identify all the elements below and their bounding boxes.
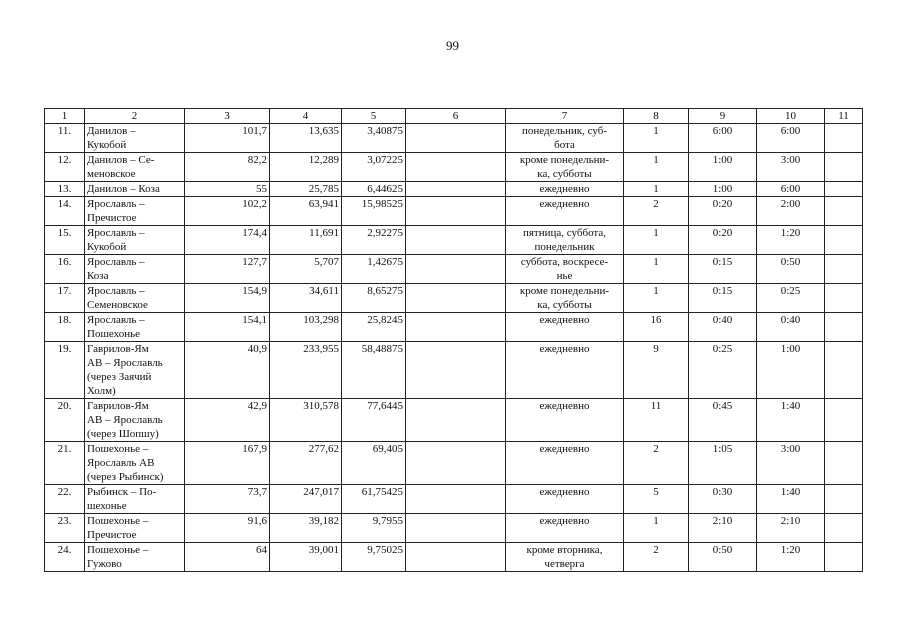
passenger-count-cell: 12,289 bbox=[270, 153, 342, 182]
route-name-line: Гаврилов-Ям bbox=[87, 343, 149, 355]
time-cell: 2:10 bbox=[757, 514, 825, 543]
header-row bbox=[45, 109, 863, 124]
time-cell: 0:50 bbox=[689, 543, 757, 572]
table-row bbox=[45, 255, 863, 284]
passenger-count-cell: 247,017 bbox=[270, 485, 342, 514]
route-name-line: меновское bbox=[87, 168, 136, 180]
empty-cell bbox=[406, 226, 506, 255]
route-name bbox=[85, 514, 185, 543]
row-number: 12. bbox=[45, 153, 85, 182]
operating-days-cell-line: ежедневно bbox=[539, 314, 590, 326]
operating-days-cell bbox=[506, 182, 624, 197]
operating-days-cell bbox=[506, 197, 624, 226]
route-name-line: Ярославль – bbox=[87, 314, 145, 326]
column-header: 3 bbox=[185, 109, 270, 124]
distance-cell: 167,9 bbox=[185, 442, 270, 485]
route-name-line: Данилов – bbox=[87, 125, 136, 137]
empty-cell bbox=[825, 313, 863, 342]
row-number: 24. bbox=[45, 543, 85, 572]
trips-cell: 2 bbox=[624, 197, 689, 226]
empty-cell bbox=[406, 197, 506, 226]
route-name-line: Пошехонье – bbox=[87, 443, 149, 455]
operating-days-cell-line: кроме вторника, bbox=[526, 544, 603, 556]
route-name-line: АВ – Ярославль bbox=[87, 357, 163, 369]
operating-days-cell bbox=[506, 485, 624, 514]
passenger-count-cell: 39,001 bbox=[270, 543, 342, 572]
route-name-line: Данилов – Се- bbox=[87, 154, 155, 166]
trips-cell: 1 bbox=[624, 124, 689, 153]
column-header: 1 bbox=[45, 109, 85, 124]
route-name bbox=[85, 284, 185, 313]
time-cell: 0:40 bbox=[689, 313, 757, 342]
passenger-count-cell: 5,707 bbox=[270, 255, 342, 284]
empty-cell bbox=[406, 313, 506, 342]
route-name bbox=[85, 226, 185, 255]
empty-cell bbox=[825, 284, 863, 313]
route-name-line: Коза bbox=[87, 270, 109, 282]
column-header: 11 bbox=[825, 109, 863, 124]
operating-days-cell-line: кроме понедельни- bbox=[519, 154, 610, 166]
table-row bbox=[45, 284, 863, 313]
time-cell: 0:30 bbox=[689, 485, 757, 514]
route-name-line: Гаврилов-Ям bbox=[87, 400, 149, 412]
empty-cell bbox=[825, 182, 863, 197]
table-row bbox=[45, 514, 863, 543]
operating-days-cell bbox=[506, 442, 624, 485]
empty-cell bbox=[825, 153, 863, 182]
operating-days-cell bbox=[506, 226, 624, 255]
empty-cell bbox=[825, 543, 863, 572]
operating-days-cell bbox=[506, 153, 624, 182]
table-row bbox=[45, 197, 863, 226]
route-name-line: Ярославль – bbox=[87, 285, 145, 297]
time-cell: 1:20 bbox=[757, 226, 825, 255]
row-number: 18. bbox=[45, 313, 85, 342]
trips-cell: 1 bbox=[624, 226, 689, 255]
time-cell: 1:00 bbox=[689, 182, 757, 197]
share-cell: 3,40875 bbox=[342, 124, 406, 153]
route-name-line: Гужово bbox=[87, 558, 122, 570]
route-name bbox=[85, 197, 185, 226]
route-name bbox=[85, 342, 185, 399]
row-number: 20. bbox=[45, 399, 85, 442]
trips-cell: 11 bbox=[624, 399, 689, 442]
share-cell: 6,44625 bbox=[342, 182, 406, 197]
trips-cell: 1 bbox=[624, 514, 689, 543]
route-name bbox=[85, 399, 185, 442]
time-cell: 1:00 bbox=[757, 342, 825, 399]
passenger-count-cell: 13,635 bbox=[270, 124, 342, 153]
route-name-line: (через Рыбинск) bbox=[87, 471, 164, 483]
operating-days-cell-line: ежедневно bbox=[539, 515, 590, 527]
operating-days-cell-line: ежедневно bbox=[539, 183, 590, 195]
share-cell: 77,6445 bbox=[342, 399, 406, 442]
operating-days-cell bbox=[506, 124, 624, 153]
column-header: 10 bbox=[757, 109, 825, 124]
operating-days-cell bbox=[506, 514, 624, 543]
distance-cell: 102,2 bbox=[185, 197, 270, 226]
passenger-count-cell: 25,785 bbox=[270, 182, 342, 197]
empty-cell bbox=[825, 197, 863, 226]
time-cell: 1:40 bbox=[757, 399, 825, 442]
route-name bbox=[85, 485, 185, 514]
column-header: 5 bbox=[342, 109, 406, 124]
route-name-line: Кукобой bbox=[87, 139, 127, 151]
route-name-line: Ярославль – bbox=[87, 227, 145, 239]
table-row bbox=[45, 313, 863, 342]
empty-cell bbox=[825, 124, 863, 153]
trips-cell: 2 bbox=[624, 442, 689, 485]
row-number: 17. bbox=[45, 284, 85, 313]
table-row bbox=[45, 342, 863, 399]
time-cell: 0:20 bbox=[689, 226, 757, 255]
empty-cell bbox=[825, 399, 863, 442]
time-cell: 6:00 bbox=[757, 182, 825, 197]
empty-cell bbox=[406, 442, 506, 485]
time-cell: 6:00 bbox=[689, 124, 757, 153]
empty-cell bbox=[825, 442, 863, 485]
operating-days-cell-line: ежедневно bbox=[539, 443, 590, 455]
time-cell: 3:00 bbox=[757, 153, 825, 182]
row-number: 19. bbox=[45, 342, 85, 399]
column-header: 7 bbox=[506, 109, 624, 124]
operating-days-cell bbox=[506, 399, 624, 442]
time-cell: 0:15 bbox=[689, 255, 757, 284]
operating-days-cell-line: четверга bbox=[544, 558, 585, 570]
row-number: 16. bbox=[45, 255, 85, 284]
route-name bbox=[85, 182, 185, 197]
route-name-line: (через Шопшу) bbox=[87, 428, 159, 440]
route-name bbox=[85, 255, 185, 284]
column-header: 4 bbox=[270, 109, 342, 124]
operating-days-cell-line: понедельник bbox=[534, 241, 595, 253]
passenger-count-cell: 39,182 bbox=[270, 514, 342, 543]
trips-cell: 16 bbox=[624, 313, 689, 342]
table-row bbox=[45, 399, 863, 442]
distance-cell: 154,1 bbox=[185, 313, 270, 342]
route-name bbox=[85, 543, 185, 572]
route-name-line: Рыбинск – По- bbox=[87, 486, 157, 498]
table-row bbox=[45, 442, 863, 485]
time-cell: 2:00 bbox=[757, 197, 825, 226]
empty-cell bbox=[406, 399, 506, 442]
route-name bbox=[85, 153, 185, 182]
route-name bbox=[85, 313, 185, 342]
empty-cell bbox=[406, 124, 506, 153]
column-header: 6 bbox=[406, 109, 506, 124]
operating-days-cell-line: ка, субботы bbox=[537, 168, 592, 180]
time-cell: 0:45 bbox=[689, 399, 757, 442]
distance-cell: 40,9 bbox=[185, 342, 270, 399]
operating-days-cell-line: ежедневно bbox=[539, 486, 590, 498]
distance-cell: 127,7 bbox=[185, 255, 270, 284]
empty-cell bbox=[406, 255, 506, 284]
table-row bbox=[45, 226, 863, 255]
empty-cell bbox=[825, 514, 863, 543]
row-number: 21. bbox=[45, 442, 85, 485]
empty-cell bbox=[825, 342, 863, 399]
column-header: 8 bbox=[624, 109, 689, 124]
empty-cell bbox=[406, 543, 506, 572]
trips-cell: 1 bbox=[624, 153, 689, 182]
trips-cell: 1 bbox=[624, 284, 689, 313]
time-cell: 0:50 bbox=[757, 255, 825, 284]
route-name-line: Пошехонье bbox=[87, 328, 141, 340]
share-cell: 25,8245 bbox=[342, 313, 406, 342]
route-name-line: шехонье bbox=[87, 500, 127, 512]
route-schedule-table bbox=[44, 108, 863, 572]
time-cell: 1:05 bbox=[689, 442, 757, 485]
time-cell: 2:10 bbox=[689, 514, 757, 543]
passenger-count-cell: 63,941 bbox=[270, 197, 342, 226]
route-name-line: Данилов – Коза bbox=[87, 183, 160, 195]
operating-days-cell-line: ежедневно bbox=[539, 400, 590, 412]
route-name-line: Ярославль АВ bbox=[87, 457, 155, 469]
distance-cell: 64 bbox=[185, 543, 270, 572]
share-cell: 61,75425 bbox=[342, 485, 406, 514]
distance-cell: 154,9 bbox=[185, 284, 270, 313]
column-header: 9 bbox=[689, 109, 757, 124]
time-cell: 6:00 bbox=[757, 124, 825, 153]
share-cell: 8,65275 bbox=[342, 284, 406, 313]
distance-cell: 82,2 bbox=[185, 153, 270, 182]
operating-days-cell bbox=[506, 313, 624, 342]
route-name-line: Холм) bbox=[87, 385, 116, 397]
row-number: 22. bbox=[45, 485, 85, 514]
route-name-line: Ярославль – bbox=[87, 256, 145, 268]
empty-cell bbox=[406, 342, 506, 399]
operating-days-cell-line: кроме понедельни- bbox=[519, 285, 610, 297]
table-row bbox=[45, 543, 863, 572]
passenger-count-cell: 233,955 bbox=[270, 342, 342, 399]
trips-cell: 1 bbox=[624, 182, 689, 197]
route-name-line: Пошехонье – bbox=[87, 515, 149, 527]
trips-cell: 1 bbox=[624, 255, 689, 284]
time-cell: 0:20 bbox=[689, 197, 757, 226]
operating-days-cell-line: нье bbox=[556, 270, 573, 282]
operating-days-cell-line: ежедневно bbox=[539, 343, 590, 355]
route-name-line: АВ – Ярославль bbox=[87, 414, 163, 426]
route-name bbox=[85, 442, 185, 485]
share-cell: 58,48875 bbox=[342, 342, 406, 399]
operating-days-cell bbox=[506, 284, 624, 313]
trips-cell: 9 bbox=[624, 342, 689, 399]
passenger-count-cell: 11,691 bbox=[270, 226, 342, 255]
column-header: 2 bbox=[85, 109, 185, 124]
empty-cell bbox=[406, 182, 506, 197]
distance-cell: 55 bbox=[185, 182, 270, 197]
passenger-count-cell: 277,62 bbox=[270, 442, 342, 485]
operating-days-cell bbox=[506, 342, 624, 399]
time-cell: 0:40 bbox=[757, 313, 825, 342]
operating-days-cell-line: понедельник, суб- bbox=[522, 125, 607, 137]
share-cell: 9,75025 bbox=[342, 543, 406, 572]
empty-cell bbox=[825, 485, 863, 514]
operating-days-cell bbox=[506, 255, 624, 284]
route-name-line: Ярославль – bbox=[87, 198, 145, 210]
row-number: 13. bbox=[45, 182, 85, 197]
row-number: 14. bbox=[45, 197, 85, 226]
trips-cell: 5 bbox=[624, 485, 689, 514]
time-cell: 0:25 bbox=[757, 284, 825, 313]
table-row bbox=[45, 124, 863, 153]
empty-cell bbox=[825, 226, 863, 255]
route-name-line: Пречистое bbox=[87, 529, 137, 541]
share-cell: 3,07225 bbox=[342, 153, 406, 182]
operating-days-cell-line: бота bbox=[554, 139, 575, 151]
row-number: 15. bbox=[45, 226, 85, 255]
table-row bbox=[45, 182, 863, 197]
share-cell: 9,7955 bbox=[342, 514, 406, 543]
share-cell: 15,98525 bbox=[342, 197, 406, 226]
empty-cell bbox=[825, 255, 863, 284]
trips-cell: 2 bbox=[624, 543, 689, 572]
time-cell: 3:00 bbox=[757, 442, 825, 485]
distance-cell: 73,7 bbox=[185, 485, 270, 514]
row-number: 23. bbox=[45, 514, 85, 543]
time-cell: 0:15 bbox=[689, 284, 757, 313]
share-cell: 69,405 bbox=[342, 442, 406, 485]
table-row bbox=[45, 485, 863, 514]
row-number: 11. bbox=[45, 124, 85, 153]
time-cell: 0:25 bbox=[689, 342, 757, 399]
operating-days-cell-line: суббота, воскресе- bbox=[520, 256, 609, 268]
time-cell: 1:40 bbox=[757, 485, 825, 514]
route-name-line: Семеновское bbox=[87, 299, 148, 311]
time-cell: 1:20 bbox=[757, 543, 825, 572]
empty-cell bbox=[406, 153, 506, 182]
time-cell: 1:00 bbox=[689, 153, 757, 182]
operating-days-cell-line: пятница, суббота, bbox=[522, 227, 606, 239]
route-name-line: Пошехонье – bbox=[87, 544, 149, 556]
distance-cell: 101,7 bbox=[185, 124, 270, 153]
share-cell: 2,92275 bbox=[342, 226, 406, 255]
distance-cell: 91,6 bbox=[185, 514, 270, 543]
share-cell: 1,42675 bbox=[342, 255, 406, 284]
operating-days-cell-line: ка, субботы bbox=[537, 299, 592, 311]
operating-days-cell-line: ежедневно bbox=[539, 198, 590, 210]
passenger-count-cell: 103,298 bbox=[270, 313, 342, 342]
route-name-line: Кукобой bbox=[87, 241, 127, 253]
empty-cell bbox=[406, 514, 506, 543]
empty-cell bbox=[406, 284, 506, 313]
distance-cell: 42,9 bbox=[185, 399, 270, 442]
passenger-count-cell: 34,611 bbox=[270, 284, 342, 313]
distance-cell: 174,4 bbox=[185, 226, 270, 255]
table-body bbox=[45, 124, 863, 572]
route-name-line: (через Заячий bbox=[87, 371, 152, 383]
passenger-count-cell: 310,578 bbox=[270, 399, 342, 442]
route-name bbox=[85, 124, 185, 153]
table-row bbox=[45, 153, 863, 182]
empty-cell bbox=[406, 485, 506, 514]
page-number: 99 bbox=[446, 38, 459, 53]
operating-days-cell bbox=[506, 543, 624, 572]
route-name-line: Пречистое bbox=[87, 212, 137, 224]
